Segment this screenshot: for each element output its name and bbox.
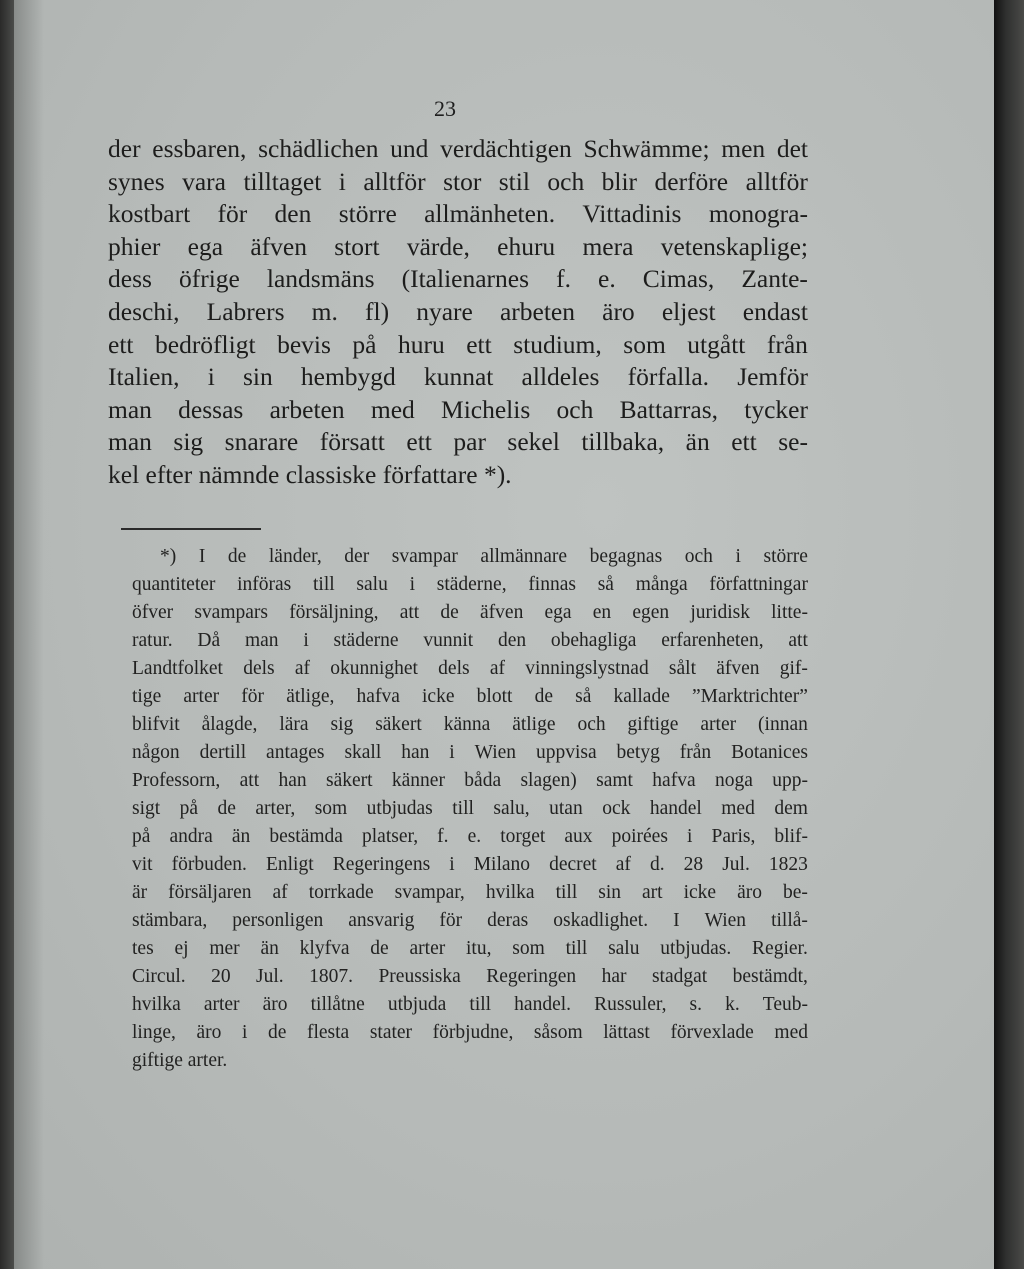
footnote-line: Professorn, att han säkert känner båda slagen) samt hafva noga upp- — [132, 770, 808, 791]
text-line: man dessas arbeten med Michelis och Battarras, tycker — [108, 394, 808, 424]
text-line: ett bedröfligt bevis på huru ett studium, som utgått från — [108, 329, 808, 359]
footnote-line: blifvit ålagde, lära sig säkert känna ätlige och giftige arter (innan — [132, 714, 808, 735]
scan-edge-left — [0, 0, 14, 1269]
footnote-line: vit förbuden. Enligt Regeringens i Milano decret af d. 28 Jul. 1823 — [132, 854, 808, 875]
footnote-line: giftige arter. — [132, 1050, 228, 1071]
footnote-line: öfver svampars försäljning, att de äfven ega en egen juridisk litte- — [132, 602, 808, 623]
footnote — [132, 543, 808, 1075]
text-line: der essbaren, schädlichen und verdächtigen Schwämme; men det — [108, 134, 808, 163]
text-line: dess öfrige landsmäns (Italienarnes f. e. Cimas, Zante- — [108, 264, 808, 294]
text-line: synes vara tilltaget i alltför stor stil och blir derföre alltför — [108, 166, 808, 196]
text-line: deschi, Labrers m. fl) nyare arbeten äro eljest endast — [108, 296, 808, 326]
text-line: Italien, i sin hembygd kunnat alldeles förfalla. Jemför — [108, 362, 808, 392]
text-line: man sig snarare försatt ett par sekel tillbaka, än ett se- — [108, 427, 808, 457]
footnote-separator — [121, 528, 261, 530]
footnote-line: är försäljaren af torrkade svampar, hvilka till sin art icke äro be- — [132, 882, 808, 903]
footnote-line: på andra än bestämda platser, f. e. torget aux poirées i Paris, blif- — [132, 826, 808, 847]
text-line: phier ega äfven stort värde, ehuru mera vetenskaplige; — [108, 231, 808, 261]
footnote-line: någon dertill antages skall han i Wien uppvisa betyg från Botanices — [132, 742, 808, 763]
footnote-line: linge, äro i de flesta stater förbjudne, såsom lättast förvexlade med — [132, 1022, 808, 1043]
text-line: kel efter nämnde classiske författare *). — [108, 459, 512, 489]
footnote-line: Circul. 20 Jul. 1807. Preussiska Regeringen har stadgat bestämdt, — [132, 966, 808, 987]
footnote-line: ratur. Då man i städerne vunnit den obehagliga erfarenheten, att — [132, 630, 808, 651]
footnote-line: hvilka arter äro tillåtne utbjuda till handel. Russuler, s. k. Teub- — [132, 994, 808, 1015]
page-gutter-shadow — [14, 0, 44, 1269]
footnote-line: *) I de länder, der svampar allmännare begagnas och i större — [160, 546, 808, 567]
footnote-line: quantiteter införas till salu i städerne, finnas så många författningar — [132, 574, 808, 595]
main-text — [108, 133, 808, 492]
footnote-line: tes ej mer än klyfva de arter itu, som till salu utbjudas. Regier. — [132, 938, 808, 959]
footnote-line: stämbara, personligen ansvarig för deras oskadlighet. I Wien tillå- — [132, 910, 808, 931]
footnote-line: Landtfolket dels af okunnighet dels af vinningslystnad sålt äfven gif- — [132, 658, 808, 679]
text-line: kostbart för den större allmänheten. Vittadinis monogra- — [108, 199, 808, 229]
scan-edge-right — [994, 0, 1024, 1269]
footnote-line: tige arter för ätlige, hafva icke blott de så kallade ”Marktrichter” — [132, 686, 808, 707]
page-number: 23 — [434, 96, 456, 121]
footnote-line: sigt på de arter, som utbjudas till salu, utan ock handel med dem — [132, 798, 808, 819]
